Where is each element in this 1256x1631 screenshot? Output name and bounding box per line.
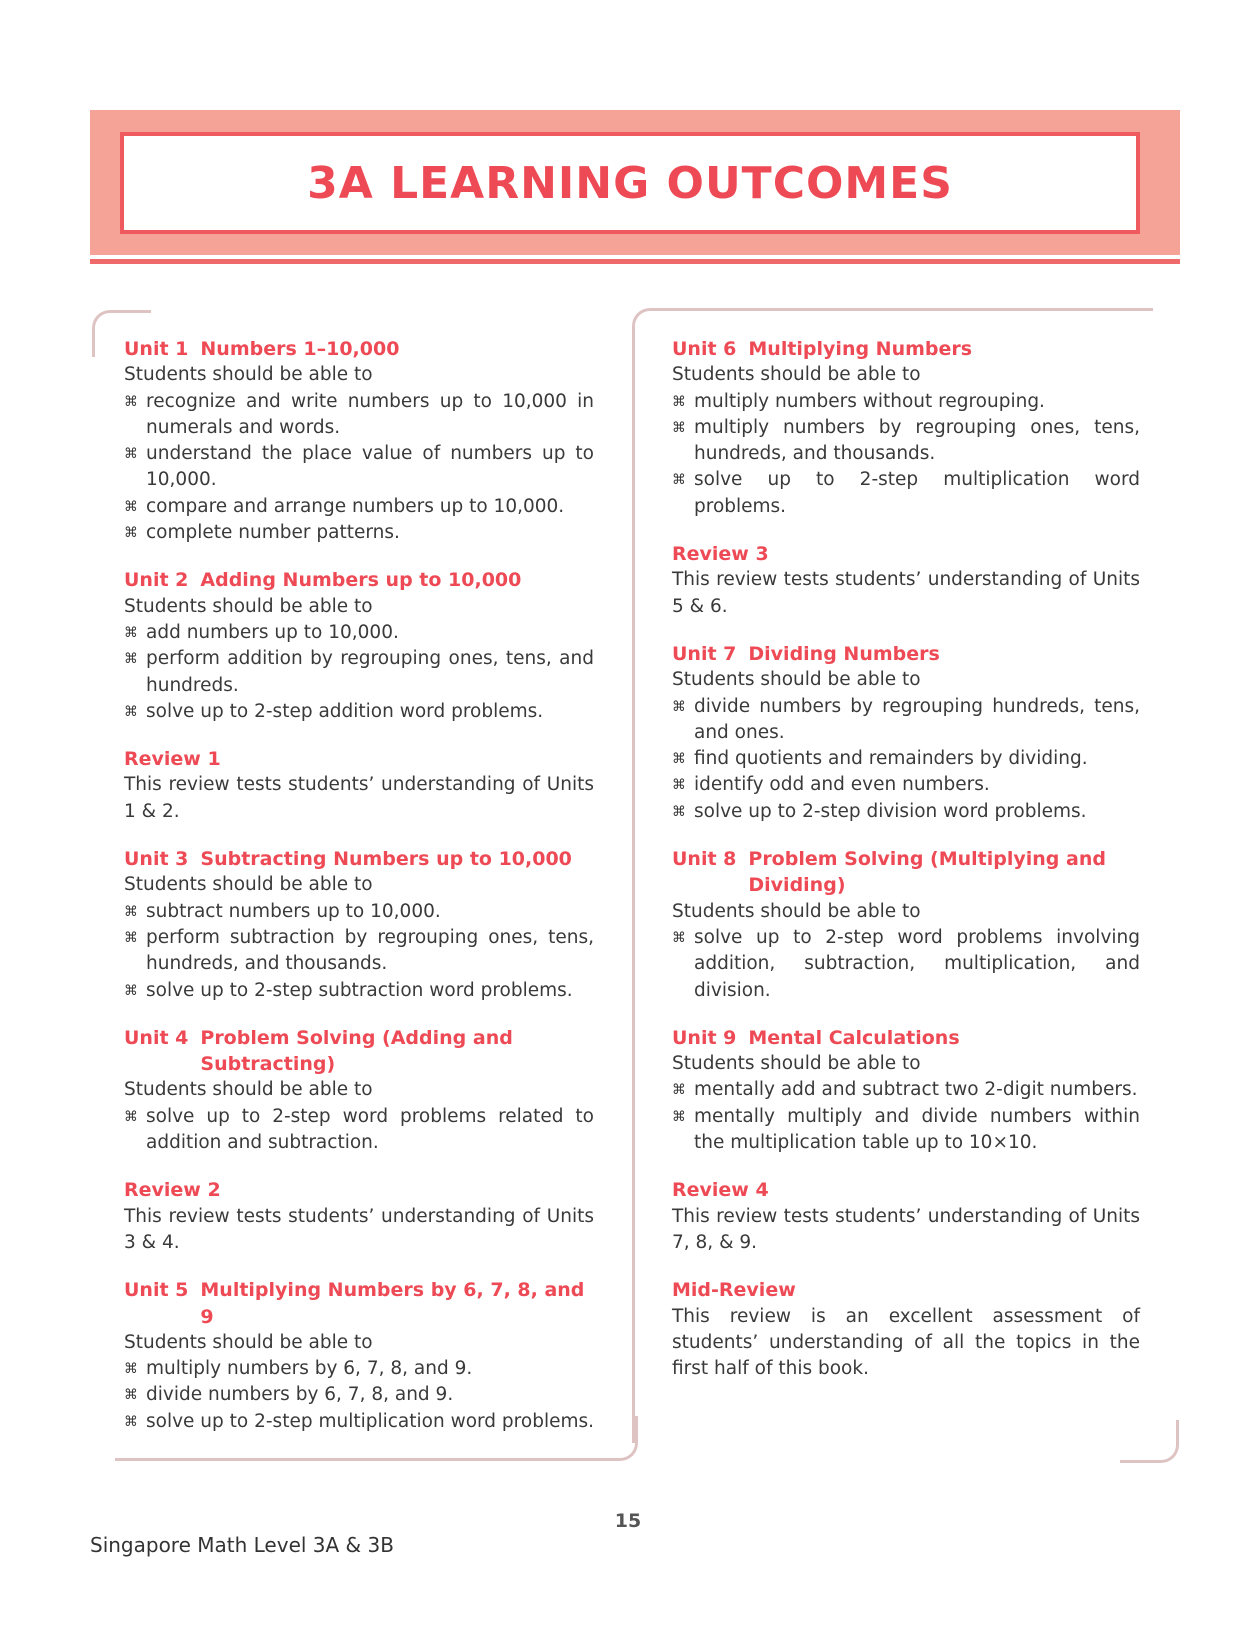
list-item bbox=[124, 699, 594, 725]
outcome-section bbox=[672, 641, 1140, 825]
list-item-text: solve up to 2-step subtraction word problems. bbox=[146, 979, 573, 1001]
frame-corner-bottom-right bbox=[1120, 1420, 1179, 1463]
bullet-icon: ⌘ bbox=[124, 446, 138, 463]
outcome-list bbox=[124, 899, 594, 1004]
bullet-icon: ⌘ bbox=[124, 703, 138, 720]
section-intro: This review tests students’ understanding of Units 1 & 2. bbox=[124, 774, 594, 822]
unit-number: Unit 8 bbox=[672, 848, 737, 871]
unit-number: Unit 1 bbox=[124, 338, 189, 360]
section-intro: Students should be able to bbox=[124, 1079, 373, 1101]
outcome-section bbox=[672, 846, 1140, 1004]
outcome-section bbox=[672, 1177, 1140, 1256]
outcome-list bbox=[672, 1077, 1140, 1156]
list-item bbox=[672, 415, 1140, 468]
section-title: Multiplying Numbers by 6, 7, 8, and 9 bbox=[200, 1279, 585, 1328]
frame-center-divider bbox=[632, 308, 659, 1443]
bullet-icon: ⌘ bbox=[124, 525, 138, 542]
section-heading bbox=[672, 846, 1140, 899]
bullet-icon: ⌘ bbox=[124, 1413, 138, 1430]
list-item bbox=[124, 494, 594, 520]
outcome-section bbox=[672, 541, 1140, 620]
outcome-section bbox=[124, 746, 594, 825]
section-heading bbox=[672, 641, 1140, 667]
page-title: 3A LEARNING OUTCOMES bbox=[307, 157, 953, 209]
outcome-section bbox=[124, 336, 594, 546]
list-item-text: compare and arrange numbers up to 10,000. bbox=[146, 495, 565, 517]
bullet-icon: ⌘ bbox=[124, 1108, 138, 1125]
section-heading bbox=[124, 846, 594, 872]
section-title: Mental Calculations bbox=[748, 1026, 960, 1049]
bullet-icon: ⌘ bbox=[124, 929, 138, 946]
list-item-text: divide numbers by regrouping hundreds, tens, and ones. bbox=[694, 695, 1140, 743]
outcome-list bbox=[672, 694, 1140, 825]
section-heading bbox=[124, 1277, 594, 1330]
section-title: Review 1 bbox=[124, 748, 221, 771]
list-item-text: find quotients and remainders by dividing. bbox=[694, 748, 1088, 770]
list-item-text: multiply numbers by 6, 7, 8, and 9. bbox=[146, 1358, 473, 1380]
bullet-icon: ⌘ bbox=[124, 498, 138, 515]
unit-number: Unit 2 bbox=[124, 569, 189, 592]
section-heading bbox=[672, 336, 1140, 362]
outcome-section bbox=[672, 336, 1140, 520]
outcome-list bbox=[124, 1356, 594, 1435]
section-intro: Students should be able to bbox=[124, 364, 373, 386]
list-item bbox=[124, 441, 594, 494]
list-item bbox=[124, 925, 594, 978]
section-title: Mid-Review bbox=[672, 1279, 796, 1302]
unit-number: Unit 6 bbox=[672, 338, 737, 360]
list-item-text: identify odd and even numbers. bbox=[694, 774, 990, 796]
bullet-icon: ⌘ bbox=[124, 393, 138, 410]
list-item-text: mentally multiply and divide numbers within the multiplication table up to 10×10. bbox=[694, 1105, 1140, 1154]
bullet-icon: ⌘ bbox=[672, 698, 686, 715]
unit-number: Unit 7 bbox=[672, 642, 737, 665]
list-item bbox=[672, 799, 1140, 825]
section-intro: Students should be able to bbox=[124, 874, 373, 896]
list-item bbox=[124, 646, 594, 699]
outcome-section bbox=[124, 1025, 594, 1156]
outcome-list bbox=[124, 389, 594, 547]
section-intro: Students should be able to bbox=[672, 900, 921, 922]
list-item-text: perform addition by regrouping ones, tens, and hundreds. bbox=[146, 648, 594, 696]
title-box bbox=[120, 132, 1140, 234]
section-heading bbox=[124, 567, 594, 593]
section-heading bbox=[672, 1025, 1140, 1051]
list-item-text: mentally add and subtract two 2-digit numbers. bbox=[694, 1079, 1138, 1101]
list-item bbox=[124, 978, 594, 1004]
section-intro: This review is an excellent assessment of students’ understanding of all the topics in the first half of this book. bbox=[672, 1305, 1140, 1380]
outcome-list bbox=[672, 925, 1140, 1004]
list-item bbox=[124, 1382, 594, 1408]
bullet-icon: ⌘ bbox=[672, 929, 686, 946]
list-item-text: subtract numbers up to 10,000. bbox=[146, 900, 441, 922]
list-item bbox=[672, 1104, 1140, 1157]
bullet-icon: ⌘ bbox=[124, 982, 138, 999]
section-heading bbox=[124, 1025, 594, 1078]
bullet-icon: ⌘ bbox=[124, 1361, 138, 1378]
list-item bbox=[124, 1409, 594, 1435]
bullet-icon: ⌘ bbox=[672, 777, 686, 794]
banner-underline bbox=[90, 259, 1180, 264]
list-item bbox=[124, 1104, 594, 1157]
section-title: Review 3 bbox=[672, 543, 769, 566]
list-item-text: add numbers up to 10,000. bbox=[146, 621, 399, 643]
bullet-icon: ⌘ bbox=[672, 751, 686, 768]
list-item-text: solve up to 2-step word problems involving addition, subtraction, multiplication, and division. bbox=[694, 926, 1140, 1001]
bullet-icon: ⌘ bbox=[672, 472, 686, 489]
section-heading bbox=[124, 1177, 594, 1203]
section-title: Review 2 bbox=[124, 1179, 221, 1202]
section-intro: Students should be able to bbox=[672, 364, 921, 386]
section-title: Problem Solving (Adding and Subtracting) bbox=[200, 1026, 513, 1076]
unit-number: Unit 3 bbox=[124, 848, 189, 871]
list-item bbox=[124, 389, 594, 442]
outcome-section bbox=[672, 1025, 1140, 1156]
bullet-icon: ⌘ bbox=[124, 903, 138, 920]
left-column bbox=[124, 336, 594, 1456]
list-item bbox=[672, 772, 1140, 798]
outcome-section bbox=[124, 1277, 594, 1435]
section-heading bbox=[672, 541, 1140, 567]
section-intro: Students should be able to bbox=[672, 669, 921, 691]
section-intro: Students should be able to bbox=[124, 595, 373, 617]
list-item bbox=[672, 1077, 1140, 1103]
section-intro: This review tests students’ understanding of Units 3 & 4. bbox=[124, 1205, 594, 1253]
section-intro: Students should be able to bbox=[124, 1331, 373, 1353]
bullet-icon: ⌘ bbox=[124, 651, 138, 668]
list-item-text: solve up to 2-step word problems related to addition and subtraction. bbox=[146, 1105, 594, 1154]
section-intro: This review tests students’ understanding of Units 5 & 6. bbox=[672, 569, 1140, 617]
section-title: Adding Numbers up to 10,000 bbox=[200, 569, 522, 592]
section-heading bbox=[672, 1277, 1140, 1303]
list-item-text: multiply numbers without regrouping. bbox=[694, 390, 1045, 412]
list-item bbox=[124, 520, 594, 546]
outcome-section bbox=[672, 1277, 1140, 1382]
bullet-icon: ⌘ bbox=[124, 1387, 138, 1404]
list-item bbox=[672, 746, 1140, 772]
list-item-text: divide numbers by 6, 7, 8, and 9. bbox=[146, 1384, 454, 1406]
section-heading bbox=[672, 1177, 1140, 1203]
bullet-icon: ⌘ bbox=[124, 624, 138, 641]
outcome-section bbox=[124, 1177, 594, 1256]
list-item bbox=[124, 620, 594, 646]
list-item bbox=[124, 899, 594, 925]
section-heading bbox=[124, 746, 594, 772]
list-item-text: solve up to 2-step addition word problems. bbox=[146, 700, 544, 722]
list-item bbox=[672, 694, 1140, 747]
page-number: 15 bbox=[614, 1510, 642, 1532]
outcome-list bbox=[124, 620, 594, 725]
section-title: Review 4 bbox=[672, 1179, 769, 1202]
section-title: Subtracting Numbers up to 10,000 bbox=[200, 848, 572, 871]
section-title: Dividing Numbers bbox=[748, 642, 940, 665]
section-heading bbox=[124, 336, 594, 362]
list-item bbox=[672, 925, 1140, 1004]
list-item-text: multiply numbers by regrouping ones, tens, hundreds, and thousands. bbox=[694, 416, 1140, 465]
unit-number: Unit 9 bbox=[672, 1026, 737, 1049]
list-item-text: complete number patterns. bbox=[146, 522, 400, 544]
bullet-icon: ⌘ bbox=[672, 1082, 686, 1099]
bullet-icon: ⌘ bbox=[672, 803, 686, 820]
bullet-icon: ⌘ bbox=[672, 393, 686, 410]
section-title: Problem Solving (Multiplying and Dividing) bbox=[748, 848, 1106, 897]
outcome-section bbox=[124, 567, 594, 725]
list-item-text: solve up to 2-step multiplication word problems. bbox=[694, 469, 1140, 517]
frame-right-top bbox=[655, 308, 1153, 311]
section-title: Numbers 1–10,000 bbox=[200, 338, 400, 360]
list-item bbox=[672, 467, 1140, 520]
section-intro: Students should be able to bbox=[672, 1053, 921, 1075]
book-title: Singapore Math Level 3A & 3B bbox=[90, 1533, 394, 1557]
outcome-list bbox=[672, 389, 1140, 520]
bullet-icon: ⌘ bbox=[672, 1108, 686, 1125]
unit-number: Unit 5 bbox=[124, 1279, 189, 1302]
list-item-text: solve up to 2-step division word problems. bbox=[694, 800, 1087, 822]
list-item-text: recognize and write numbers up to 10,000 in numerals and words. bbox=[146, 390, 594, 438]
bullet-icon: ⌘ bbox=[672, 419, 686, 436]
outcome-section bbox=[124, 846, 594, 1004]
outcome-list bbox=[124, 1104, 594, 1157]
unit-number: Unit 4 bbox=[124, 1026, 189, 1049]
list-item bbox=[124, 1356, 594, 1382]
right-column bbox=[672, 336, 1140, 1403]
section-intro: This review tests students’ understanding of Units 7, 8, & 9. bbox=[672, 1205, 1140, 1253]
section-title: Multiplying Numbers bbox=[748, 338, 973, 360]
list-item-text: perform subtraction by regrouping ones, tens, hundreds, and thousands. bbox=[146, 926, 594, 975]
list-item-text: understand the place value of numbers up to 10,000. bbox=[146, 443, 594, 491]
list-item-text: solve up to 2-step multiplication word problems. bbox=[146, 1410, 595, 1432]
list-item bbox=[672, 389, 1140, 415]
